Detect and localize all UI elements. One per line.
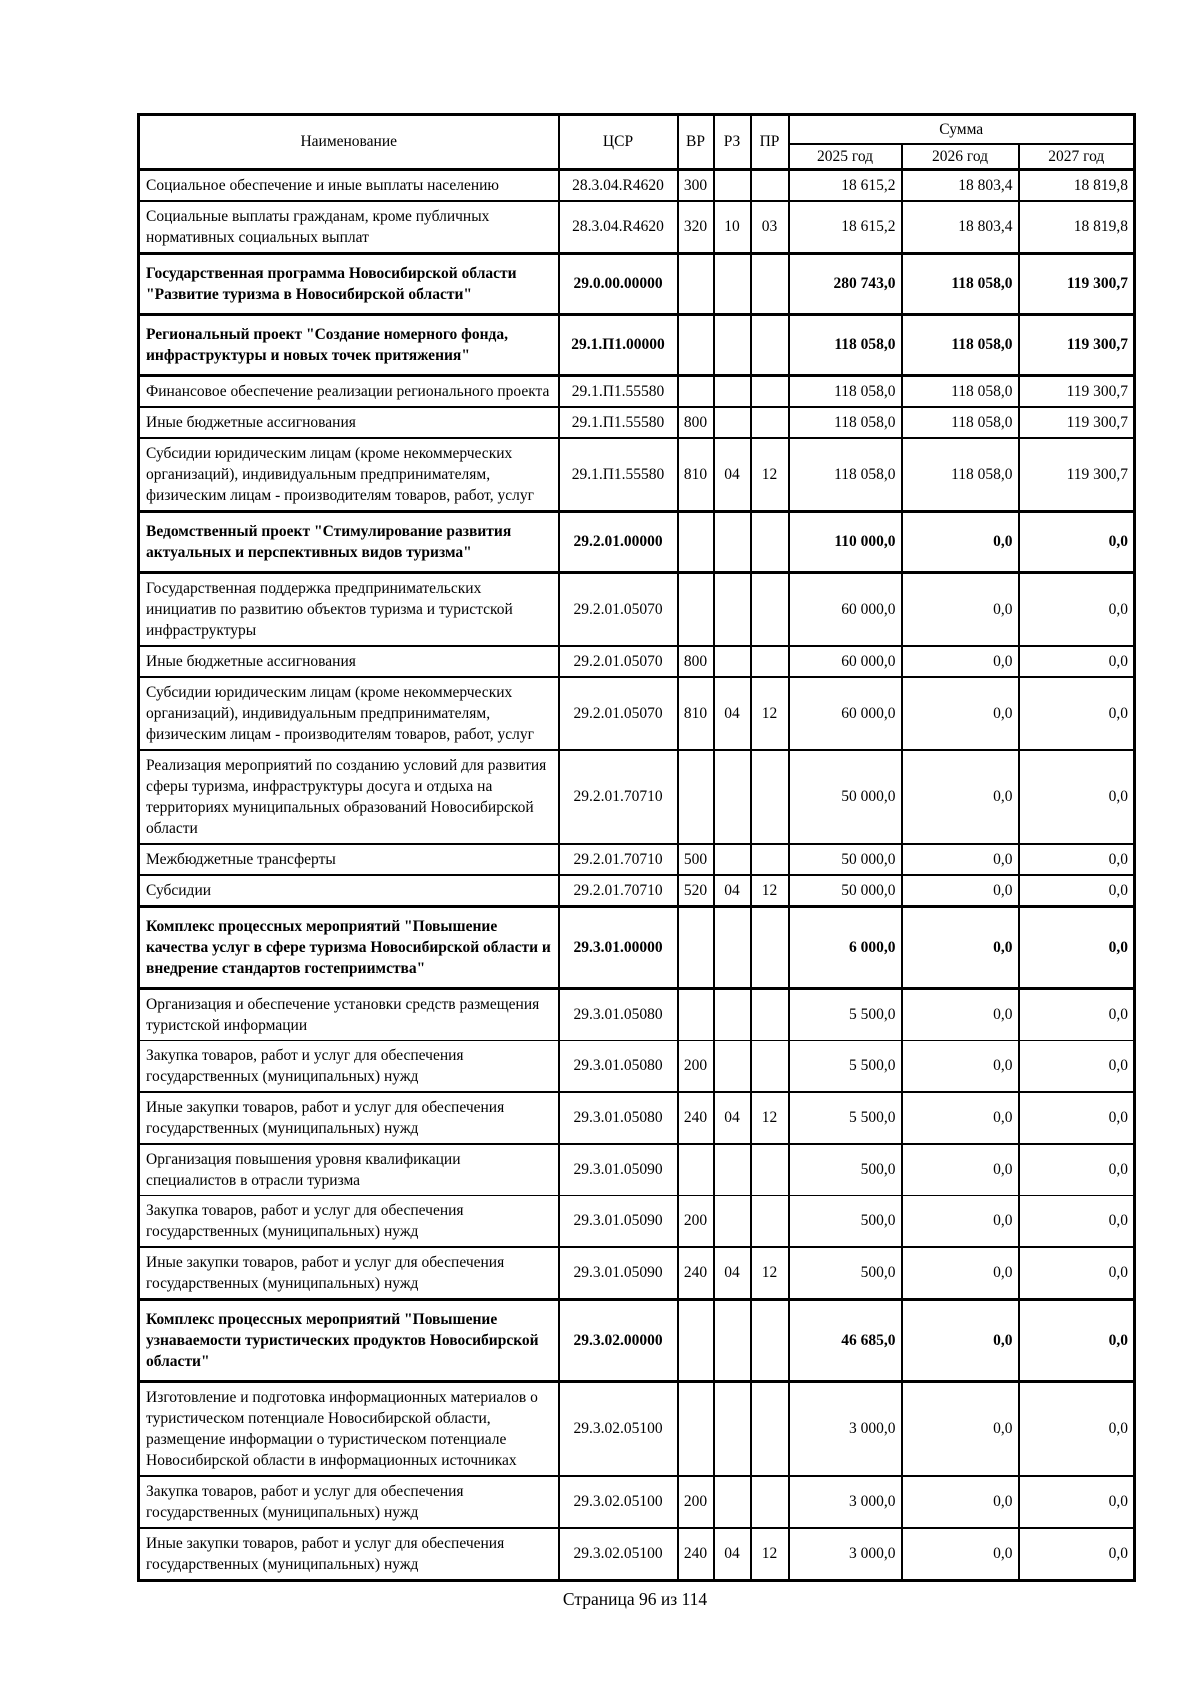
cell-2027: 0,0 [1019, 1040, 1135, 1092]
cell-name: Региональный проект "Создание номерного фонда, инфраструктуры и новых точек притяжения" [139, 314, 559, 375]
cell-pr [751, 169, 789, 201]
cell-2027: 119 300,7 [1019, 407, 1135, 438]
cell-pr [751, 1476, 789, 1528]
cell-2026: 18 803,4 [902, 169, 1019, 201]
cell-2026: 0,0 [902, 1195, 1019, 1247]
cell-name: Иные бюджетные ассигнования [139, 407, 559, 438]
cell-2025: 50 000,0 [789, 844, 902, 875]
cell-csr: 29.0.00.00000 [559, 253, 678, 314]
header-name: Наименование [139, 115, 559, 170]
cell-vr [678, 375, 714, 407]
cell-2025: 500,0 [789, 1144, 902, 1196]
header-vr: ВР [678, 115, 714, 170]
cell-2026: 0,0 [902, 906, 1019, 988]
cell-2027: 0,0 [1019, 988, 1135, 1040]
table-row [139, 844, 1135, 875]
cell-pr [751, 750, 789, 844]
cell-2026: 0,0 [902, 1528, 1019, 1581]
cell-name: Закупка товаров, работ и услуг для обеспечения государственных (муниципальных) нужд [139, 1195, 559, 1247]
cell-2026: 18 803,4 [902, 201, 1019, 254]
cell-2026: 0,0 [902, 1040, 1019, 1092]
cell-pr [751, 1144, 789, 1196]
cell-pr [751, 1040, 789, 1092]
cell-rz [714, 1381, 751, 1476]
cell-csr: 28.3.04.R4620 [559, 169, 678, 201]
cell-2027: 0,0 [1019, 1247, 1135, 1300]
table-row [139, 1195, 1135, 1247]
cell-pr: 12 [751, 438, 789, 512]
cell-pr [751, 1195, 789, 1247]
cell-2026: 0,0 [902, 1092, 1019, 1144]
cell-pr: 12 [751, 1092, 789, 1144]
cell-vr [678, 1144, 714, 1196]
cell-name: Комплекс процессных мероприятий "Повышение качества услуг в сфере туризма Новосибирской области и внедрение стандартов гостеприимства" [139, 906, 559, 988]
cell-rz [714, 1144, 751, 1196]
cell-pr [751, 646, 789, 677]
cell-2027: 0,0 [1019, 844, 1135, 875]
cell-csr: 29.2.01.70710 [559, 844, 678, 875]
cell-name: Закупка товаров, работ и услуг для обеспечения государственных (муниципальных) нужд [139, 1476, 559, 1528]
cell-name: Организация повышения уровня квалификации специалистов в отрасли туризма [139, 1144, 559, 1196]
cell-vr [678, 511, 714, 572]
cell-2027: 119 300,7 [1019, 314, 1135, 375]
cell-rz [714, 253, 751, 314]
cell-2025: 500,0 [789, 1195, 902, 1247]
cell-rz [714, 750, 751, 844]
table-row [139, 201, 1135, 254]
table-row [139, 1299, 1135, 1381]
cell-pr: 03 [751, 201, 789, 254]
table-row [139, 572, 1135, 646]
cell-csr: 29.3.01.05090 [559, 1195, 678, 1247]
cell-vr: 300 [678, 169, 714, 201]
cell-csr: 29.3.02.05100 [559, 1528, 678, 1581]
cell-name: Иные закупки товаров, работ и услуг для обеспечения государственных (муниципальных) нужд [139, 1528, 559, 1581]
table-row [139, 375, 1135, 407]
cell-2025: 5 500,0 [789, 1040, 902, 1092]
cell-vr: 800 [678, 646, 714, 677]
cell-2026: 118 058,0 [902, 438, 1019, 512]
cell-csr: 29.3.01.05080 [559, 988, 678, 1040]
cell-pr [751, 1381, 789, 1476]
cell-2025: 46 685,0 [789, 1299, 902, 1381]
cell-name: Иные бюджетные ассигнования [139, 646, 559, 677]
cell-vr [678, 572, 714, 646]
cell-2026: 0,0 [902, 1144, 1019, 1196]
table-row [139, 1092, 1135, 1144]
page-footer: Страница 96 из 114 [562, 1589, 708, 1609]
cell-pr [751, 253, 789, 314]
cell-2027: 0,0 [1019, 1476, 1135, 1528]
cell-2025: 5 500,0 [789, 988, 902, 1040]
cell-csr: 29.1.П1.55580 [559, 375, 678, 407]
cell-2025: 280 743,0 [789, 253, 902, 314]
cell-csr: 29.2.01.00000 [559, 511, 678, 572]
cell-vr: 240 [678, 1528, 714, 1581]
cell-rz [714, 572, 751, 646]
cell-2027: 0,0 [1019, 646, 1135, 677]
cell-rz [714, 906, 751, 988]
cell-csr: 29.2.01.05070 [559, 677, 678, 750]
cell-2025: 50 000,0 [789, 875, 902, 907]
header-rz: РЗ [714, 115, 751, 170]
cell-2025: 3 000,0 [789, 1476, 902, 1528]
cell-vr [678, 750, 714, 844]
cell-2025: 118 058,0 [789, 407, 902, 438]
cell-pr [751, 844, 789, 875]
cell-csr: 29.2.01.70710 [559, 875, 678, 907]
table-row [139, 438, 1135, 512]
table-row [139, 1247, 1135, 1300]
cell-name: Субсидии юридическим лицам (кроме некоммерческих организаций), индивидуальным предпринимателям, физическим лицам - производителям товаров, работ, услуг [139, 677, 559, 750]
cell-2025: 6 000,0 [789, 906, 902, 988]
cell-2027: 0,0 [1019, 1381, 1135, 1476]
cell-2027: 0,0 [1019, 572, 1135, 646]
cell-2027: 18 819,8 [1019, 201, 1135, 254]
cell-name: Ведомственный проект "Стимулирование развития актуальных и перспективных видов туризма" [139, 511, 559, 572]
cell-2026: 0,0 [902, 1381, 1019, 1476]
budget-table [137, 113, 1136, 1582]
cell-2025: 118 058,0 [789, 438, 902, 512]
table-row [139, 1528, 1135, 1581]
header-sum: Сумма [789, 115, 1135, 144]
table-row [139, 906, 1135, 988]
cell-2025: 118 058,0 [789, 375, 902, 407]
cell-csr: 29.3.02.05100 [559, 1476, 678, 1528]
cell-name: Иные закупки товаров, работ и услуг для обеспечения государственных (муниципальных) нужд [139, 1092, 559, 1144]
header-year-2027: 2027 год [1019, 144, 1135, 170]
cell-pr [751, 407, 789, 438]
cell-vr: 500 [678, 844, 714, 875]
cell-2026: 0,0 [902, 511, 1019, 572]
cell-vr: 810 [678, 438, 714, 512]
cell-2026: 118 058,0 [902, 314, 1019, 375]
cell-rz [714, 169, 751, 201]
cell-vr [678, 1299, 714, 1381]
cell-2027: 119 300,7 [1019, 438, 1135, 512]
cell-rz: 04 [714, 875, 751, 907]
cell-name: Субсидии юридическим лицам (кроме некоммерческих организаций), индивидуальным предпринимателям, физическим лицам - производителям товаров, работ, услуг [139, 438, 559, 512]
cell-name: Социальное обеспечение и иные выплаты населению [139, 169, 559, 201]
cell-rz [714, 1299, 751, 1381]
cell-pr [751, 375, 789, 407]
cell-csr: 29.2.01.05070 [559, 646, 678, 677]
cell-csr: 29.1.П1.55580 [559, 438, 678, 512]
cell-2027: 0,0 [1019, 906, 1135, 988]
cell-2027: 0,0 [1019, 750, 1135, 844]
cell-vr: 200 [678, 1040, 714, 1092]
cell-csr: 29.3.02.05100 [559, 1381, 678, 1476]
cell-vr [678, 906, 714, 988]
table-row [139, 1476, 1135, 1528]
header-pr: ПР [751, 115, 789, 170]
table-row [139, 750, 1135, 844]
cell-2026: 0,0 [902, 844, 1019, 875]
cell-2027: 0,0 [1019, 1092, 1135, 1144]
cell-csr: 29.3.01.05090 [559, 1144, 678, 1196]
table-row [139, 253, 1135, 314]
table-row [139, 1144, 1135, 1196]
table-row [139, 875, 1135, 907]
cell-2026: 118 058,0 [902, 375, 1019, 407]
cell-2025: 18 615,2 [789, 201, 902, 254]
table-row [139, 988, 1135, 1040]
cell-2026: 0,0 [902, 1476, 1019, 1528]
cell-name: Изготовление и подготовка информационных материалов о туристическом потенциале Новосибирской области, размещение информации о туристическом потенциале Новосибирской области в информационных источниках [139, 1381, 559, 1476]
cell-rz [714, 844, 751, 875]
cell-2025: 60 000,0 [789, 677, 902, 750]
cell-pr: 12 [751, 1247, 789, 1300]
cell-2027: 18 819,8 [1019, 169, 1135, 201]
header-csr: ЦСР [559, 115, 678, 170]
cell-2026: 0,0 [902, 988, 1019, 1040]
cell-2026: 0,0 [902, 875, 1019, 907]
cell-csr: 29.2.01.05070 [559, 572, 678, 646]
cell-rz: 04 [714, 1528, 751, 1581]
cell-pr: 12 [751, 677, 789, 750]
cell-2025: 60 000,0 [789, 572, 902, 646]
cell-2027: 119 300,7 [1019, 253, 1135, 314]
cell-2025: 110 000,0 [789, 511, 902, 572]
cell-name: Государственная поддержка предпринимательских инициатив по развитию объектов туризма и туристской инфраструктуры [139, 572, 559, 646]
cell-rz [714, 1195, 751, 1247]
cell-name: Финансовое обеспечение реализации регионального проекта [139, 375, 559, 407]
cell-2025: 60 000,0 [789, 646, 902, 677]
cell-rz: 10 [714, 201, 751, 254]
cell-rz [714, 1476, 751, 1528]
cell-rz [714, 314, 751, 375]
cell-rz: 04 [714, 677, 751, 750]
cell-2027: 0,0 [1019, 1195, 1135, 1247]
cell-name: Социальные выплаты гражданам, кроме публичных нормативных социальных выплат [139, 201, 559, 254]
header-year-2025: 2025 год [789, 144, 902, 170]
cell-name: Государственная программа Новосибирской области "Развитие туризма в Новосибирской области" [139, 253, 559, 314]
cell-pr [751, 572, 789, 646]
cell-vr [678, 988, 714, 1040]
cell-2027: 119 300,7 [1019, 375, 1135, 407]
cell-2025: 50 000,0 [789, 750, 902, 844]
cell-pr [751, 511, 789, 572]
table-row [139, 646, 1135, 677]
cell-csr: 29.3.02.00000 [559, 1299, 678, 1381]
cell-2025: 118 058,0 [789, 314, 902, 375]
cell-name: Организация и обеспечение установки средств размещения туристской информации [139, 988, 559, 1040]
cell-2027: 0,0 [1019, 511, 1135, 572]
table-row [139, 407, 1135, 438]
cell-vr: 200 [678, 1476, 714, 1528]
cell-pr: 12 [751, 875, 789, 907]
header-year-2026: 2026 год [902, 144, 1019, 170]
cell-rz [714, 1040, 751, 1092]
cell-2025: 500,0 [789, 1247, 902, 1300]
cell-2026: 0,0 [902, 1247, 1019, 1300]
cell-rz [714, 511, 751, 572]
cell-name: Субсидии [139, 875, 559, 907]
cell-vr: 520 [678, 875, 714, 907]
cell-name: Комплекс процессных мероприятий "Повышение узнаваемости туристических продуктов Новосибирской области" [139, 1299, 559, 1381]
cell-2027: 0,0 [1019, 677, 1135, 750]
cell-pr [751, 314, 789, 375]
cell-2025: 3 000,0 [789, 1381, 902, 1476]
cell-name: Реализация мероприятий по созданию условий для развития сферы туризма, инфраструктуры досуга и отдыха на территориях муниципальных образований Новосибирской области [139, 750, 559, 844]
cell-2026: 0,0 [902, 1299, 1019, 1381]
cell-rz [714, 375, 751, 407]
cell-vr: 240 [678, 1092, 714, 1144]
cell-vr: 200 [678, 1195, 714, 1247]
cell-2025: 18 615,2 [789, 169, 902, 201]
table-row [139, 677, 1135, 750]
cell-2027: 0,0 [1019, 875, 1135, 907]
cell-pr: 12 [751, 1528, 789, 1581]
cell-2026: 118 058,0 [902, 407, 1019, 438]
cell-vr [678, 253, 714, 314]
cell-vr: 810 [678, 677, 714, 750]
cell-2025: 3 000,0 [789, 1528, 902, 1581]
cell-pr [751, 906, 789, 988]
cell-vr [678, 314, 714, 375]
cell-2026: 0,0 [902, 677, 1019, 750]
cell-pr [751, 1299, 789, 1381]
cell-2026: 0,0 [902, 572, 1019, 646]
cell-csr: 29.3.01.05090 [559, 1247, 678, 1300]
cell-2026: 0,0 [902, 646, 1019, 677]
table-row [139, 1040, 1135, 1092]
cell-csr: 29.1.П1.55580 [559, 407, 678, 438]
cell-vr: 240 [678, 1247, 714, 1300]
cell-vr: 800 [678, 407, 714, 438]
cell-rz [714, 988, 751, 1040]
cell-name: Иные закупки товаров, работ и услуг для обеспечения государственных (муниципальных) нужд [139, 1247, 559, 1300]
cell-2027: 0,0 [1019, 1528, 1135, 1581]
cell-2026: 118 058,0 [902, 253, 1019, 314]
table-header [139, 115, 1135, 170]
cell-2027: 0,0 [1019, 1299, 1135, 1381]
cell-vr: 320 [678, 201, 714, 254]
cell-rz: 04 [714, 1092, 751, 1144]
cell-csr: 29.3.01.05080 [559, 1040, 678, 1092]
cell-csr: 29.3.01.00000 [559, 906, 678, 988]
cell-rz [714, 407, 751, 438]
cell-2025: 5 500,0 [789, 1092, 902, 1144]
cell-2026: 0,0 [902, 750, 1019, 844]
cell-rz: 04 [714, 438, 751, 512]
table-row [139, 169, 1135, 201]
cell-csr: 29.1.П1.00000 [559, 314, 678, 375]
cell-name: Межбюджетные трансферты [139, 844, 559, 875]
cell-rz: 04 [714, 1247, 751, 1300]
cell-vr [678, 1381, 714, 1476]
cell-csr: 29.2.01.70710 [559, 750, 678, 844]
table-row [139, 1381, 1135, 1476]
table-row [139, 511, 1135, 572]
cell-rz [714, 646, 751, 677]
cell-csr: 29.3.01.05080 [559, 1092, 678, 1144]
cell-csr: 28.3.04.R4620 [559, 201, 678, 254]
cell-pr [751, 988, 789, 1040]
cell-name: Закупка товаров, работ и услуг для обеспечения государственных (муниципальных) нужд [139, 1040, 559, 1092]
budget-table-body [139, 169, 1135, 1580]
table-row [139, 314, 1135, 375]
cell-2027: 0,0 [1019, 1144, 1135, 1196]
